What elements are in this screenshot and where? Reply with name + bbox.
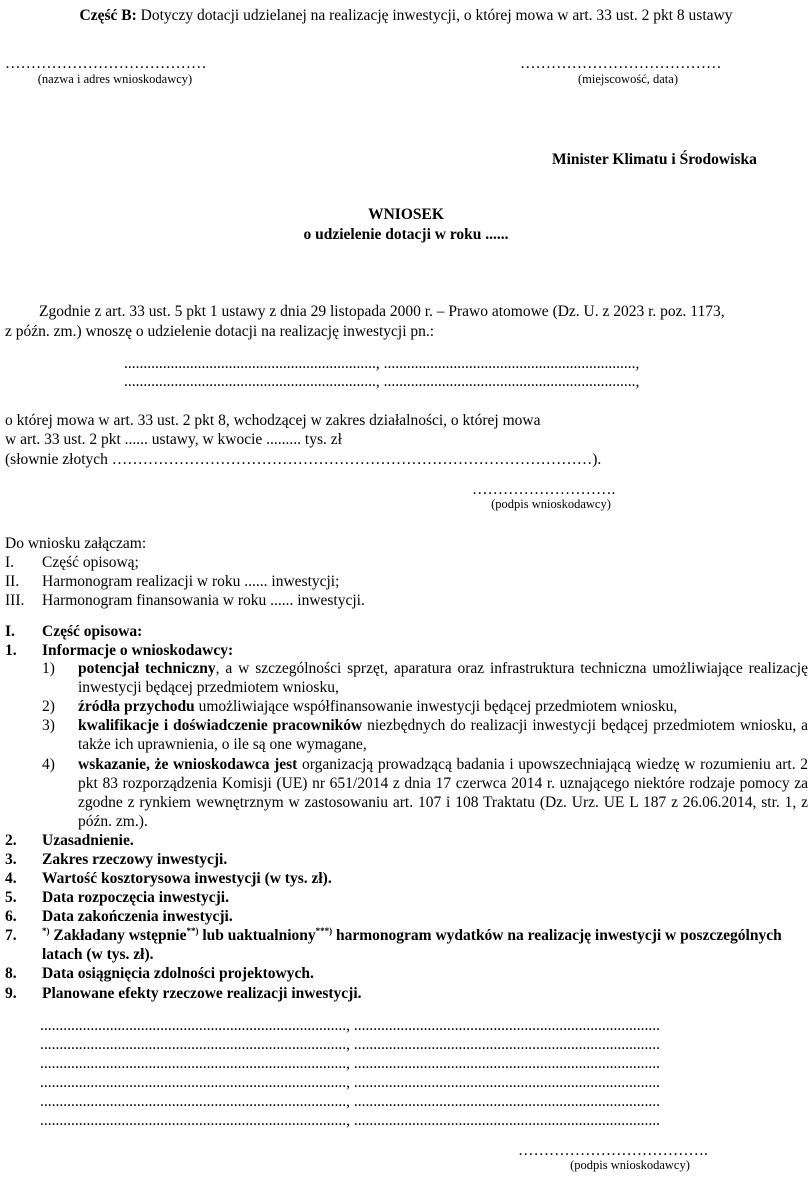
item-num: 9.	[5, 985, 17, 1002]
item-text: Data rozpoczęcia inwestycji.	[42, 889, 229, 906]
item-7-part: Zakładany wstępnie	[49, 927, 187, 944]
subitem-2-bold: źródła przychodu	[78, 698, 195, 715]
section-i-num: I.	[5, 623, 15, 640]
place-date-label: (miejscowość, data)	[578, 72, 678, 86]
subitem-1-num: 1)	[42, 660, 55, 677]
item-num: 6.	[5, 908, 17, 925]
attachment-num: III.	[5, 592, 25, 609]
page-title: WNIOSEK	[368, 206, 444, 223]
subitem-2-text	[78, 697, 677, 716]
subitem-1-rest: , a w szczególności sprzęt, aparatura oraz infrastruktura techniczna umożliwiające realizację inwestycji będącej przedmiotem wniosku,	[78, 660, 808, 696]
investment-name-dots-1: ................................................................., .................................................................,	[124, 355, 640, 372]
subitem-2-rest: umożliwiające współfinansowanie inwestycji będącej przedmiotem wniosku,	[194, 698, 678, 715]
subitem-1-bold: potencjał techniczny	[78, 660, 216, 677]
subitem-2-num: 2)	[42, 698, 55, 715]
attachment-text: Część opisową;	[42, 554, 139, 571]
subitem-4-text	[78, 755, 808, 831]
item-7-num: 7.	[5, 927, 17, 944]
applicant-label: (nazwa i adres wnioskodawcy)	[37, 72, 193, 86]
answer-dots-line: ..............................................................................., ...............................................................................	[40, 1112, 660, 1129]
subitem-3-num: 3)	[42, 717, 55, 734]
footnote-mark: ***)	[315, 925, 333, 936]
item-num: 4.	[5, 870, 17, 887]
signature-label-final: (podpis wnioskodawcy)	[570, 1158, 690, 1172]
scope-line-2: w art. 33 ust. 2 pkt ...... ustawy, w kwocie ......... tys. zł	[5, 431, 342, 448]
item-1-title: Informacje o wnioskodawcy:	[42, 642, 234, 659]
place-date-dots: …………………………………	[520, 55, 722, 72]
item-7-line-1	[42, 926, 782, 945]
item-text: Zakres rzeczowy inwestycji.	[42, 851, 228, 868]
intro-line-1: Zgodnie z art. 33 ust. 5 pkt 1 ustawy z dnia 29 listopada 2000 r. – Prawo atomowe (Dz. U. z 2023 r. poz. 1173,	[39, 303, 725, 320]
answer-dots-line: ..............................................................................., ...............................................................................	[40, 1074, 660, 1091]
section-i-title: Część opisowa:	[42, 623, 143, 640]
attachment-num: II.	[5, 573, 20, 590]
subitem-3-rest: niezbędnych do realizacji inwestycji będącej przedmiotem wniosku, a także ich uprawnienia, o ile są one wymagane,	[78, 717, 808, 753]
subitem-4-num: 4)	[42, 756, 55, 773]
subitem-1-text	[78, 659, 808, 697]
subitem-4-bold: wskazanie, że wnioskodawca jest	[78, 756, 298, 773]
signature-dots-final: ……………………………….	[518, 1142, 708, 1159]
item-text: Data zakończenia inwestycji.	[42, 908, 233, 925]
attachment-num: I.	[5, 554, 15, 571]
item-num: 2.	[5, 832, 17, 849]
attachment-text: Harmonogram realizacji w roku ...... inwestycji;	[42, 573, 340, 590]
part-header	[0, 6, 812, 25]
item-num: 5.	[5, 889, 17, 906]
part-label: Część B:	[79, 7, 137, 24]
attachment-text: Harmonogram finansowania w roku ...... inwestycji.	[42, 592, 365, 609]
attachments-heading: Do wniosku załączam:	[5, 535, 147, 552]
answer-dots-line: ..............................................................................., ...............................................................................	[40, 1055, 660, 1072]
subitem-4-rest: organizacją prowadzącą badania i upowszechniającą wiedzę w rozumieniu art. 2 pkt 83 rozporządzenia Komisji (UE) nr 651/2014 z dnia 17 czerwca 2014 r. uznającego niektóre rodzaje pomocy za zgodne z rynkiem wewnętrznym w zastosowaniu art. 107 i 108 Traktatu (Dz. Urz. UE L 187 z 26.06.2014, str. 1, z późn. zm.).	[78, 756, 808, 830]
intro-line-2: z późn. zm.) wnoszę o udzielenie dotacji na realizację inwestycji pn.:	[5, 323, 435, 340]
item-num: 8.	[5, 965, 17, 982]
answer-dots-line: ..............................................................................., ...............................................................................	[40, 1036, 660, 1053]
subitem-3-bold: kwalifikacje i doświadczenie pracowników	[78, 717, 363, 734]
footnote-mark: *)	[42, 925, 50, 936]
item-text: Planowane efekty rzeczowe realizacji inwestycji.	[42, 985, 362, 1002]
signature-label: (podpis wnioskodawcy)	[491, 497, 611, 511]
subitem-3-text	[78, 716, 808, 754]
answer-dots-line: ..............................................................................., ...............................................................................	[40, 1093, 660, 1110]
item-text: Data osiągnięcia zdolności projektowych.	[42, 965, 314, 982]
investment-name-dots-2: ................................................................., .................................................................,	[124, 373, 640, 390]
item-text: Uzasadnienie.	[42, 832, 134, 849]
page-subtitle: o udzielenie dotacji w roku ......	[303, 226, 509, 243]
signature-dots: ……………………….	[472, 481, 616, 498]
item-1-num: 1.	[5, 642, 17, 659]
item-text: Wartość kosztorysowa inwestycji (w tys. zł).	[42, 870, 332, 887]
applicant-dots: …………………………………	[5, 55, 207, 72]
recipient: Minister Klimatu i Środowiska	[552, 151, 757, 168]
scope-line-3: (słownie złotych …………………………………………………………………………………).	[5, 451, 602, 468]
item-num: 3.	[5, 851, 17, 868]
item-7-part: harmonogram wydatków na realizację inwestycji w poszczególnych	[332, 927, 782, 944]
scope-line-1: o której mowa w art. 33 ust. 2 pkt 8, wchodzącej w zakres działalności, o której mowa	[5, 412, 541, 429]
item-7-line-2: latach (w tys. zł).	[42, 946, 154, 963]
item-7-part: lub uaktualniony	[198, 927, 316, 944]
answer-dots-line: ..............................................................................., ...............................................................................	[40, 1017, 660, 1034]
part-text: Dotyczy dotacji udzielanej na realizację inwestycji, o której mowa w art. 33 ust. 2 pkt 8 ustawy	[136, 7, 733, 24]
footnote-mark: **)	[186, 925, 199, 936]
